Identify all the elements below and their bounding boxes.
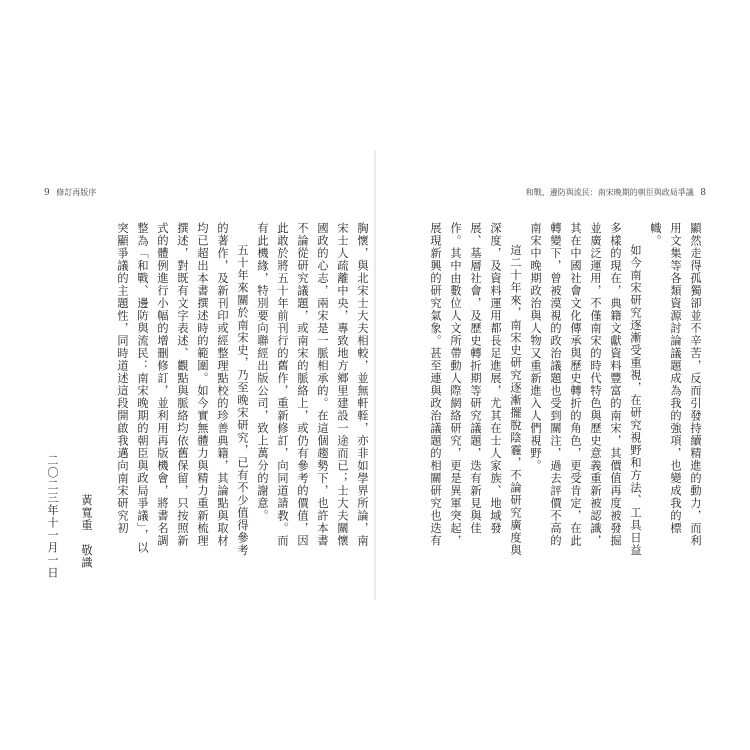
left-page-number: 9 <box>44 188 50 198</box>
left-paragraph-1: 胸懷，與北宋士大夫相較，並無軒輊，亦非如學界所論，南宋士人疏離中央，專致地方鄉里建設一途而已；士大夫關懷國政的心志，兩宋是一脈相承的。在這個趨勢下，也許本書不論從研究議題，或南宋的脈絡上，或仍有參考的價值，因此敢於將五十年前刊行的舊作，重新修訂，向同道請教。而有此機緣，特別要向聯經出版公司，致上萬分的謝意。 <box>256 222 369 547</box>
page-gutter <box>374 150 376 600</box>
preface-signature-name: 黃寬重 敬識 <box>80 494 93 569</box>
right-page-body <box>425 222 705 557</box>
left-page-body <box>116 222 372 557</box>
preface-signature-date: 二〇二三年十一月一日 <box>46 454 59 579</box>
left-paragraph-2: 五十年來關於南宋史，乃至晚宋研究，已有不少值得參考的著作，及新刊印或經整理點校的珍善典籍，其論點與取材均已超出本書撰述時的範圍。如今實無體力與精力重新梳理撰述，對既有文字表述、觀點與脈絡均依舊保留，只按照新式的體例進行小幅的增刪修訂，並利用再版機會，將書名調整為「和戰、邊防與流民：南宋晚期的朝臣與政局爭議」，以突顯爭議的主題性，同時道述這段開啟我邁向南宋研究初 <box>116 222 249 557</box>
left-page-header <box>40 188 96 198</box>
left-running-head: 修訂再版序 <box>56 188 97 197</box>
right-page-number: 8 <box>700 188 706 198</box>
right-page-header <box>526 188 710 198</box>
right-paragraph-3: 這二十年來，南宋史研究逐漸擺脫陰霾，不論研究廣度與深度，及資料運用都長足進展，尤其在士人家族、地域發展、基層社會，及歷史轉折期等研究議題，迭有新見與佳作。其中由數位人文所帶動人際網絡研究，更是異軍突起，展現新興的研究氣象。甚至連與政治議題的相關研究也迭有 <box>429 222 522 557</box>
right-paragraph-2: 如今南宋研究逐漸受重視，在研究視野和方法、工具日益多樣的現在，典籍文獻資料豐富的南宋，其價值再度被發掘並廣泛運用，不僅南宋的時代特色與歷史意義重新被認識，其在中國社會文化傳承與歷史轉折的角色，更受肯定，在此轉變下，曾被漠視的政治議題也受到關注，過去評價不高的南宋中晚期政治與人物又重新進入人們視野。 <box>529 222 642 557</box>
right-running-head: 和戰、邊防與流民：南宋晚期的朝臣與政局爭議 <box>525 188 694 197</box>
right-paragraph-1: 顯然走得孤獨卻並不辛苦，反而引發持續精進的動力，而利用文集等各類資源討論議題成為我的強項，也變成我的標幟。 <box>649 222 702 547</box>
